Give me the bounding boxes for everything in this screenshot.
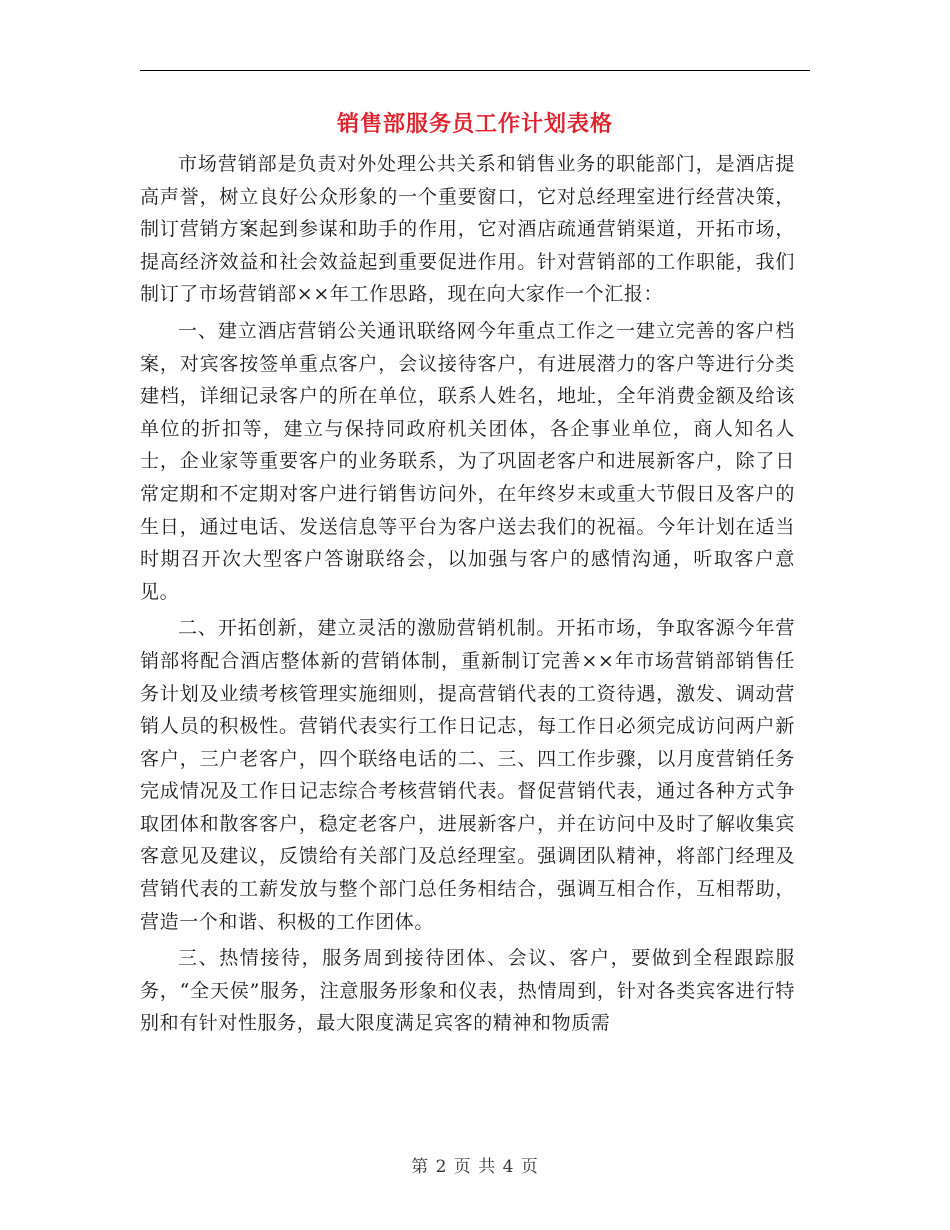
page-label-prefix: 第: [411, 1157, 430, 1177]
paragraph-section-1: 一、建立酒店营销公关通讯联络网今年重点工作之一建立完善的客户档案，对宾客按签单重点客户，会议接待客户，有进展潜力的客户等进行分类建档，详细记录客户的所在单位，联系人姓名，地址，全年消费金额及给该单位的折扣等，建立与保持同政府机关团体，各企事业单位，商人知名人士，企业家等重要客户的业务联系，为了巩固老客户和进展新客户，除了日常定期和不定期对客户进行销售访问外，在年终岁末或重大节假日及客户的生日，通过电话、发送信息等平台为客户送去我们的祝福。今年计划在适当时期召开次大型客户答谢联络会，以加强与客户的感情沟通，听取客户意见。: [140, 319, 795, 603]
paragraph-section-3: 三、热情接待，服务周到接待团体、会议、客户，要做到全程跟踪服务，“全天侯”服务，注意服务形象和仪表，热情周到，针对各类宾客进行特别和有针对性服务，最大限度满足宾客的精神和物质需: [140, 947, 795, 1035]
total-pages-number: 4: [502, 1157, 515, 1177]
page-footer: [0, 1152, 950, 1177]
paragraph-intro: 市场营销部是负责对外处理公共关系和销售业务的职能部门，是酒店提高声誉，树立良好公众形象的一个重要窗口，它对总经理室进行经营决策，制订营销方案起到参谋和助手的作用，它对酒店疏通营销渠道，开拓市场，提高经济效益和社会效益起到重要促进作用。针对营销部的工作职能，我们制订了市场营销部××年工作思路，现在向大家作一个汇报：: [140, 153, 795, 306]
page-label-mid: 页 共: [453, 1157, 497, 1177]
paragraph-section-2: 二、开拓创新，建立灵活的激励营销机制。开拓市场，争取客源今年营销部将配合酒店整体新的营销体制，重新制订完善××年市场营销部销售任务计划及业绩考核管理实施细则，提高营销代表的工资待遇，激发、调动营销人员的积极性。营销代表实行工作日记志，每工作日必须完成访问两户新客户，三户老客户，四个联络电话的二、三、四工作步骤，以月度营销任务完成情况及工作日记志综合考核营销代表。督促营销代表，通过各种方式争取团体和散客客户，稳定老客户，进展新客户，并在访问中及时了解收集宾客意见及建议，反馈给有关部门及总经理室。强调团队精神，将部门经理及营销代表的工薪发放与整个部门总任务相结合，强调互相合作，互相帮助，营造一个和谐、积极的工作团体。: [140, 617, 795, 933]
current-page-number: 2: [435, 1157, 448, 1177]
page-label-suffix: 页: [520, 1157, 539, 1177]
document-body: [140, 148, 795, 1040]
header-rule: [140, 70, 810, 71]
document-title: 销售部服务员工作计划表格: [336, 111, 613, 137]
